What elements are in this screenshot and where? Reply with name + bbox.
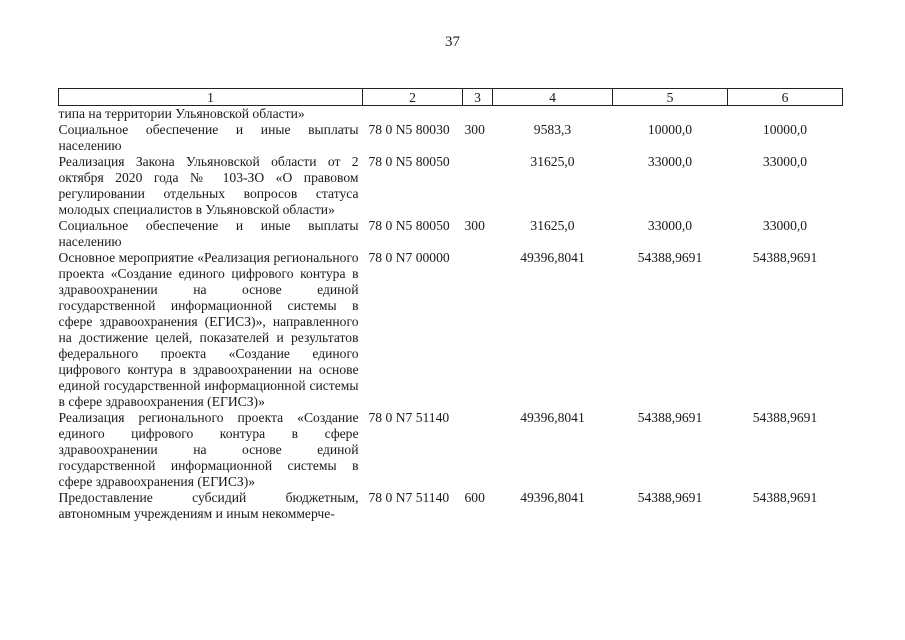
row-vr: 300 [464,122,485,137]
budget-table [58,88,843,522]
table-header-row [59,89,843,106]
row-name: Реализация Закона Ульяновской области от 2 октября 2020 года № 103-ЗО «О правовом регулировании отдельных вопросов статуса молодых специалистов в Ульяновской области» [58,154,359,217]
row-value-3: 54388,9691 [752,410,818,425]
row-value-3: 10000,0 [762,122,808,137]
header-col-2: 2 [363,89,463,106]
row-name: типа на территории Ульяновской области» [58,106,305,121]
table-row [59,154,843,218]
row-vr: 600 [464,490,485,505]
row-value-1: 49396,8041 [520,410,585,425]
row-code [363,106,463,123]
header-col-6: 6 [728,89,843,106]
row-value-2: 54388,9691 [637,250,703,265]
row-code: 78 0 N7 00000 [368,250,450,265]
row-value-2: 54388,9691 [637,410,703,425]
row-value-2: 54388,9691 [637,490,703,505]
row-value-2: 33000,0 [647,218,693,233]
row-vr [463,250,493,410]
header-col-5: 5 [613,89,728,106]
row-value-2 [613,106,728,123]
row-code: 78 0 N7 51140 [368,410,450,425]
row-value-1: 9583,3 [533,122,572,137]
row-vr [463,106,493,123]
row-name: Реализация регионального проекта «Создание единого цифрового контура в сфере здравоохранении на основе единой государственной информационной системы в сфере здравоохранения (ЕГИСЗ)» [58,410,359,489]
row-code: 78 0 N5 80050 [368,218,450,233]
table-row [59,410,843,490]
row-code: 78 0 N7 51140 [368,490,450,505]
page-number: 37 [445,34,460,50]
row-value-3 [728,106,843,123]
row-value-3: 54388,9691 [752,250,818,265]
row-vr [463,410,493,490]
row-name: Основное мероприятие «Реализация регионального проекта «Создание единого цифрового контура в здравоохранении на основе единой государственной информационной системы в сфере здравоохранения (ЕГИСЗ)», направленного на достижение целей, показателей и результатов федерального проекта «Создание единого цифрового контура в здравоохранении на основе единой государственной информационной системы в сфере здравоохранения (ЕГИСЗ)» [58,250,359,409]
table-row [59,250,843,410]
row-vr: 300 [464,218,485,233]
row-name: Социальное обеспечение и иные выплаты населению [58,122,359,153]
row-code: 78 0 N5 80030 [368,122,450,137]
row-name: Социальное обеспечение и иные выплаты населению [58,218,359,249]
row-value-3: 54388,9691 [752,490,818,505]
row-value-1: 49396,8041 [520,490,585,505]
row-code: 78 0 N5 80050 [368,154,450,169]
row-value-1: 31625,0 [530,154,575,169]
row-vr [463,154,493,218]
table-row [59,218,843,250]
row-value-2: 10000,0 [647,122,693,137]
header-col-1: 1 [59,89,363,106]
header-col-3: 3 [463,89,493,106]
table-row [59,122,843,154]
header-col-4: 4 [493,89,613,106]
row-value-2: 33000,0 [647,154,693,169]
row-value-3: 33000,0 [762,218,808,233]
row-value-1 [493,106,613,123]
row-value-1: 31625,0 [530,218,575,233]
row-name: Предоставление субсидий бюджетным, автономным учреждениям и иным некоммерче- [58,490,359,521]
table-row [59,490,843,522]
table-row [59,106,843,123]
row-value-3: 33000,0 [762,154,808,169]
row-value-1: 49396,8041 [520,250,585,265]
